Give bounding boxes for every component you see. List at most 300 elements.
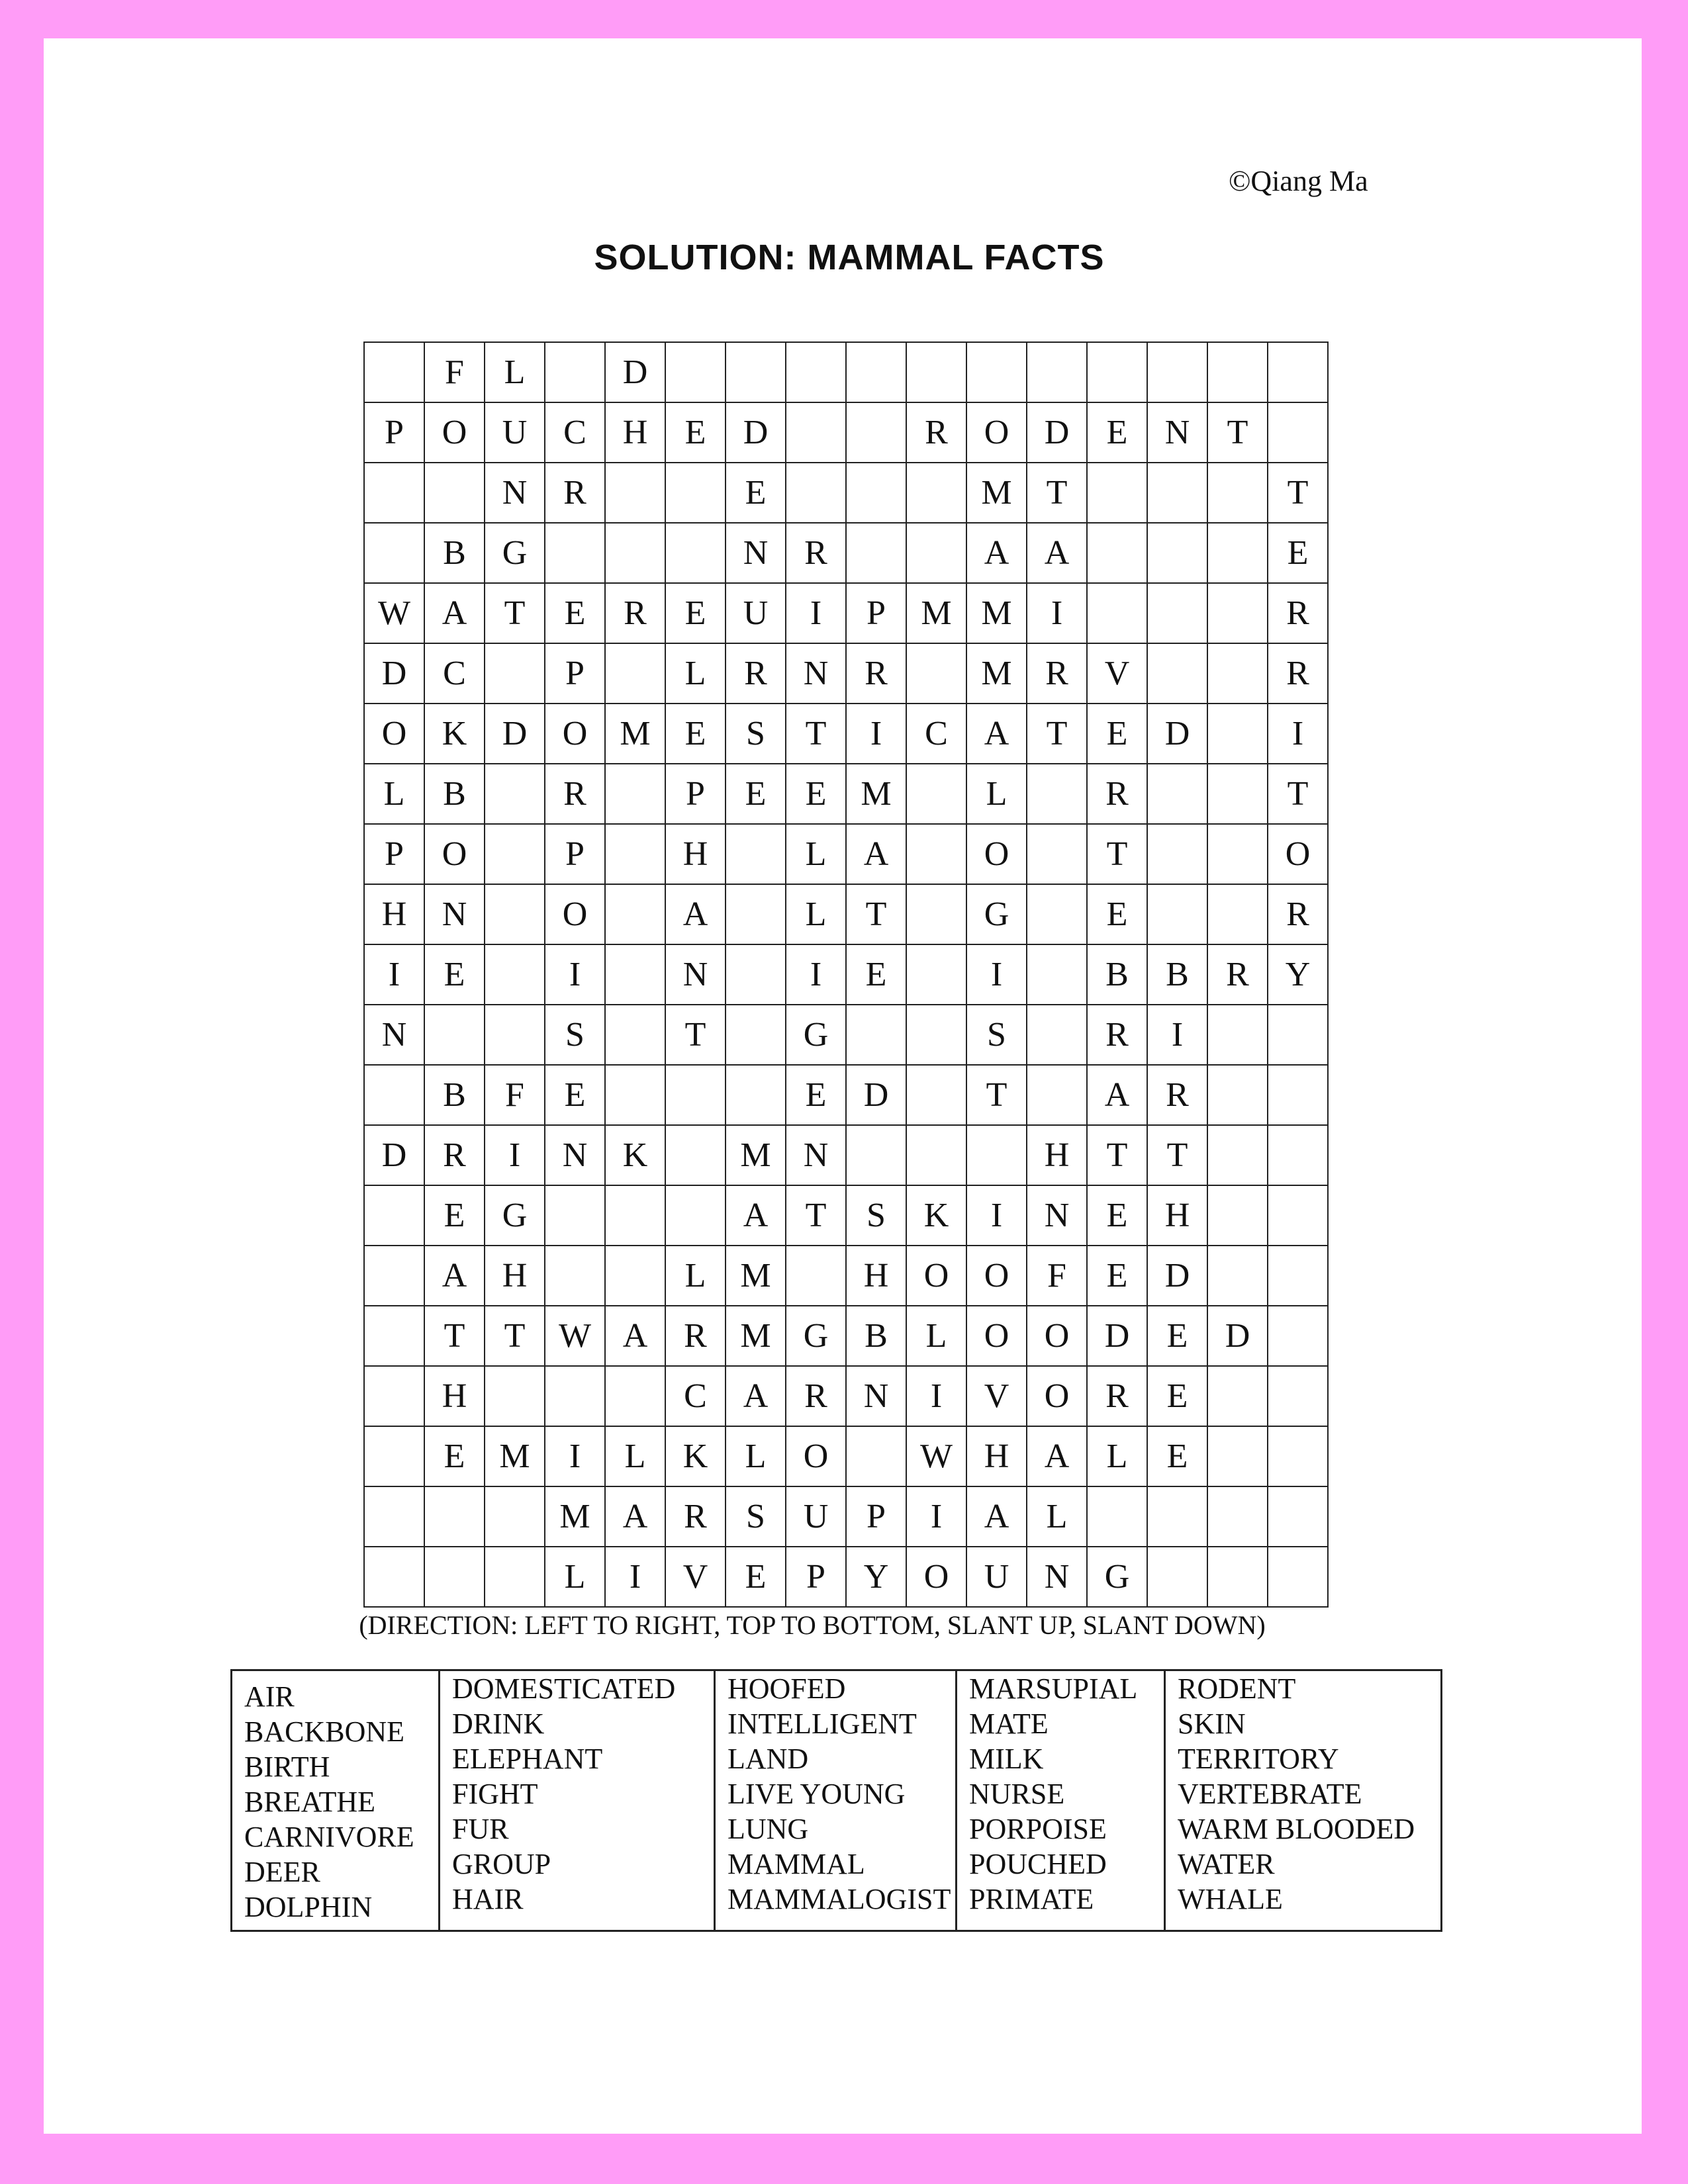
- grid-cell: [545, 1366, 605, 1426]
- page-title: SOLUTION: MAMMAL FACTS: [594, 238, 1105, 277]
- grid-cell: C: [665, 1366, 726, 1426]
- grid-cell: [1207, 764, 1268, 824]
- grid-cell: [1207, 824, 1268, 884]
- grid-cell: [364, 1426, 424, 1486]
- grid-cell: E: [545, 1065, 605, 1125]
- grid-cell: [605, 1065, 665, 1125]
- grid-cell: I: [906, 1486, 966, 1547]
- grid-row: [364, 944, 1328, 1005]
- grid-cell: L: [364, 764, 424, 824]
- grid-cell: W: [364, 583, 424, 643]
- grid-cell: V: [665, 1547, 726, 1607]
- grid-cell: N: [726, 523, 786, 583]
- grid-cell: L: [545, 1547, 605, 1607]
- grid-cell: E: [1087, 704, 1147, 764]
- grid-cell: [364, 1185, 424, 1246]
- grid-cell: K: [605, 1125, 665, 1185]
- grid-cell: [1027, 884, 1087, 944]
- grid-cell: [665, 1185, 726, 1246]
- grid-cell: [665, 523, 726, 583]
- grid-cell: N: [665, 944, 726, 1005]
- grid-cell: [906, 884, 966, 944]
- grid-cell: [485, 884, 545, 944]
- grid-cell: E: [1087, 402, 1147, 463]
- grid-cell: [1027, 1005, 1087, 1065]
- grid-cell: L: [485, 342, 545, 402]
- grid-cell: [364, 523, 424, 583]
- grid-cell: O: [966, 1246, 1027, 1306]
- grid-cell: [665, 1065, 726, 1125]
- grid-cell: I: [364, 944, 424, 1005]
- grid-cell: [726, 884, 786, 944]
- grid-cell: N: [485, 463, 545, 523]
- grid-cell: [726, 944, 786, 1005]
- grid-cell: T: [1268, 463, 1328, 523]
- grid-cell: [1147, 1547, 1207, 1607]
- grid-cell: P: [846, 1486, 906, 1547]
- grid-cell: M: [846, 764, 906, 824]
- grid-cell: I: [605, 1547, 665, 1607]
- word-list-item: DOMESTICATED: [452, 1672, 676, 1705]
- grid-cell: [1207, 1125, 1268, 1185]
- grid-cell: A: [846, 824, 906, 884]
- grid-cell: R: [1027, 643, 1087, 704]
- grid-cell: [1147, 643, 1207, 704]
- grid-cell: A: [1027, 1426, 1087, 1486]
- grid-cell: [1027, 342, 1087, 402]
- grid-cell: S: [726, 1486, 786, 1547]
- grid-cell: O: [364, 704, 424, 764]
- grid-cell: E: [726, 1547, 786, 1607]
- word-list-item: BREATHE: [244, 1786, 375, 1818]
- grid-cell: O: [1027, 1306, 1087, 1366]
- word-column: [715, 1670, 957, 1931]
- word-list-item: MILK: [969, 1743, 1044, 1775]
- word-list-item: TERRITORY: [1178, 1743, 1339, 1775]
- grid-cell: I: [906, 1366, 966, 1426]
- grid-cell: M: [966, 643, 1027, 704]
- grid-cell: N: [786, 643, 846, 704]
- grid-row: [364, 1306, 1328, 1366]
- word-list-item: AIR: [244, 1680, 295, 1713]
- grid-cell: A: [424, 583, 485, 643]
- grid-cell: R: [1268, 583, 1328, 643]
- grid-cell: A: [726, 1366, 786, 1426]
- grid-cell: [605, 1185, 665, 1246]
- grid-cell: D: [1027, 402, 1087, 463]
- grid-cell: O: [545, 704, 605, 764]
- grid-cell: O: [966, 824, 1027, 884]
- grid-cell: [1207, 463, 1268, 523]
- grid-cell: [665, 463, 726, 523]
- grid-cell: F: [485, 1065, 545, 1125]
- grid-row: [364, 643, 1328, 704]
- grid-cell: [906, 523, 966, 583]
- grid-cell: [846, 1125, 906, 1185]
- grid-cell: I: [545, 944, 605, 1005]
- grid-cell: [726, 342, 786, 402]
- grid-cell: L: [665, 643, 726, 704]
- grid-cell: C: [906, 704, 966, 764]
- grid-cell: N: [364, 1005, 424, 1065]
- grid-cell: M: [966, 463, 1027, 523]
- word-search-grid: [363, 341, 1329, 1608]
- grid-cell: L: [786, 884, 846, 944]
- grid-cell: R: [1087, 764, 1147, 824]
- grid-cell: [665, 342, 726, 402]
- grid-cell: [1268, 1306, 1328, 1366]
- worksheet-page: [44, 38, 1642, 2134]
- grid-cell: L: [1087, 1426, 1147, 1486]
- grid-cell: T: [1087, 824, 1147, 884]
- grid-cell: S: [545, 1005, 605, 1065]
- grid-cell: [1207, 1185, 1268, 1246]
- grid-cell: N: [786, 1125, 846, 1185]
- grid-cell: E: [846, 944, 906, 1005]
- grid-cell: [1027, 824, 1087, 884]
- grid-cell: R: [1268, 643, 1328, 704]
- grid-cell: [906, 1065, 966, 1125]
- word-list-item: NURSE: [969, 1778, 1065, 1810]
- grid-cell: T: [1207, 402, 1268, 463]
- grid-cell: B: [424, 523, 485, 583]
- grid-cell: E: [424, 944, 485, 1005]
- grid-cell: S: [846, 1185, 906, 1246]
- word-list-item: LAND: [727, 1743, 809, 1775]
- grid-cell: I: [485, 1125, 545, 1185]
- grid-cell: [665, 1125, 726, 1185]
- grid-cell: G: [485, 1185, 545, 1246]
- grid-cell: F: [1027, 1246, 1087, 1306]
- grid-cell: [1268, 1005, 1328, 1065]
- grid-cell: U: [485, 402, 545, 463]
- grid-cell: T: [485, 583, 545, 643]
- grid-cell: N: [846, 1366, 906, 1426]
- grid-cell: B: [424, 1065, 485, 1125]
- grid-cell: [1268, 402, 1328, 463]
- grid-cell: D: [364, 643, 424, 704]
- grid-cell: Y: [1268, 944, 1328, 1005]
- grid-cell: [485, 1547, 545, 1607]
- grid-cell: N: [1027, 1185, 1087, 1246]
- grid-cell: H: [846, 1246, 906, 1306]
- grid-cell: [1207, 1366, 1268, 1426]
- grid-cell: E: [424, 1426, 485, 1486]
- grid-cell: E: [786, 764, 846, 824]
- grid-cell: [1207, 1005, 1268, 1065]
- grid-cell: M: [966, 583, 1027, 643]
- grid-cell: [1147, 463, 1207, 523]
- grid-cell: I: [1268, 704, 1328, 764]
- grid-cell: U: [786, 1486, 846, 1547]
- grid-cell: [364, 463, 424, 523]
- grid-cell: A: [966, 704, 1027, 764]
- grid-cell: M: [545, 1486, 605, 1547]
- grid-cell: N: [1147, 402, 1207, 463]
- grid-cell: [364, 1547, 424, 1607]
- word-list-item: MATE: [969, 1707, 1049, 1740]
- grid-cell: [485, 944, 545, 1005]
- grid-cell: O: [545, 884, 605, 944]
- grid-cell: [966, 1125, 1027, 1185]
- grid-cell: W: [545, 1306, 605, 1366]
- grid-cell: G: [786, 1005, 846, 1065]
- grid-row: [364, 1065, 1328, 1125]
- grid-cell: G: [966, 884, 1027, 944]
- word-list-item: WHALE: [1178, 1883, 1283, 1915]
- grid-cell: L: [726, 1426, 786, 1486]
- grid-cell: E: [726, 764, 786, 824]
- grid-cell: E: [1147, 1426, 1207, 1486]
- grid-cell: L: [786, 824, 846, 884]
- grid-cell: [605, 463, 665, 523]
- grid-cell: [1087, 583, 1147, 643]
- grid-cell: O: [906, 1547, 966, 1607]
- grid-cell: T: [966, 1065, 1027, 1125]
- grid-cell: R: [786, 1366, 846, 1426]
- grid-row: [364, 1486, 1328, 1547]
- grid-cell: S: [726, 704, 786, 764]
- grid-cell: [605, 1366, 665, 1426]
- grid-cell: [364, 1065, 424, 1125]
- grid-cell: M: [485, 1426, 545, 1486]
- word-list-item: WARM BLOODED: [1178, 1813, 1415, 1845]
- grid-cell: [1027, 764, 1087, 824]
- grid-cell: M: [726, 1125, 786, 1185]
- grid-cell: [485, 1005, 545, 1065]
- grid-cell: [786, 342, 846, 402]
- grid-cell: I: [966, 1185, 1027, 1246]
- word-list-item: SKIN: [1178, 1707, 1246, 1740]
- word-list-item: LIVE YOUNG: [727, 1778, 906, 1810]
- grid-cell: T: [786, 704, 846, 764]
- grid-cell: L: [665, 1246, 726, 1306]
- grid-cell: E: [545, 583, 605, 643]
- grid-cell: M: [726, 1246, 786, 1306]
- grid-cell: E: [1087, 1246, 1147, 1306]
- word-list-item: BACKBONE: [244, 1715, 405, 1748]
- grid-cell: [906, 463, 966, 523]
- grid-cell: [605, 643, 665, 704]
- grid-cell: P: [846, 583, 906, 643]
- grid-cell: H: [665, 824, 726, 884]
- grid-cell: T: [1027, 463, 1087, 523]
- grid-cell: E: [665, 704, 726, 764]
- grid-cell: B: [1147, 944, 1207, 1005]
- word-list-item: WATER: [1178, 1848, 1275, 1880]
- grid-cell: [906, 1005, 966, 1065]
- grid-cell: D: [726, 402, 786, 463]
- grid-cell: H: [485, 1246, 545, 1306]
- grid-cell: H: [1027, 1125, 1087, 1185]
- grid-cell: [726, 1065, 786, 1125]
- grid-cell: E: [1147, 1306, 1207, 1366]
- word-column: [957, 1670, 1165, 1931]
- word-list-item: FIGHT: [452, 1778, 538, 1810]
- grid-row: [364, 1005, 1328, 1065]
- grid-cell: [605, 944, 665, 1005]
- grid-cell: A: [1087, 1065, 1147, 1125]
- word-list-item: BIRTH: [244, 1751, 330, 1783]
- word-list-item: HOOFED: [727, 1672, 846, 1705]
- grid-cell: R: [1207, 944, 1268, 1005]
- grid-cell: [1268, 1426, 1328, 1486]
- grid-cell: R: [1268, 884, 1328, 944]
- grid-cell: R: [665, 1486, 726, 1547]
- grid-cell: [726, 1005, 786, 1065]
- word-list-item: DRINK: [452, 1707, 545, 1740]
- grid-cell: C: [545, 402, 605, 463]
- word-list-item: MAMMALOGIST: [727, 1883, 951, 1915]
- grid-cell: B: [1087, 944, 1147, 1005]
- grid-cell: [1268, 1065, 1328, 1125]
- grid-cell: R: [726, 643, 786, 704]
- word-list-item: MARSUPIAL: [969, 1672, 1138, 1705]
- grid-cell: H: [424, 1366, 485, 1426]
- grid-cell: [786, 1246, 846, 1306]
- grid-cell: [605, 764, 665, 824]
- grid-cell: R: [1087, 1366, 1147, 1426]
- grid-cell: [605, 884, 665, 944]
- grid-cell: [485, 824, 545, 884]
- grid-cell: [545, 342, 605, 402]
- grid-cell: D: [1147, 704, 1207, 764]
- grid-cell: H: [966, 1426, 1027, 1486]
- grid-cell: [424, 1005, 485, 1065]
- grid-cell: [1147, 824, 1207, 884]
- grid-cell: [364, 1486, 424, 1547]
- grid-cell: O: [966, 1306, 1027, 1366]
- grid-cell: [1027, 1065, 1087, 1125]
- grid-row: [364, 583, 1328, 643]
- grid-cell: [364, 1366, 424, 1426]
- copyright-notice: ©Qiang Ma: [1229, 165, 1368, 197]
- word-list-item: FUR: [452, 1813, 509, 1845]
- grid-cell: [605, 824, 665, 884]
- grid-cell: [1268, 1547, 1328, 1607]
- grid-cell: [906, 643, 966, 704]
- grid-cell: D: [1087, 1306, 1147, 1366]
- grid-cell: I: [846, 704, 906, 764]
- grid-cell: P: [545, 824, 605, 884]
- word-column: [440, 1670, 715, 1931]
- grid-cell: N: [1027, 1547, 1087, 1607]
- grid-cell: H: [605, 402, 665, 463]
- grid-cell: K: [665, 1426, 726, 1486]
- word-list-item: PORPOISE: [969, 1813, 1107, 1845]
- grid-cell: [1268, 1486, 1328, 1547]
- grid-cell: T: [1027, 704, 1087, 764]
- grid-cell: O: [424, 402, 485, 463]
- grid-cell: A: [1027, 523, 1087, 583]
- grid-cell: [1207, 1426, 1268, 1486]
- grid-cell: N: [545, 1125, 605, 1185]
- grid-cell: H: [364, 884, 424, 944]
- grid-cell: [1147, 523, 1207, 583]
- grid-cell: [1268, 1185, 1328, 1246]
- grid-cell: [1147, 1486, 1207, 1547]
- grid-cell: [786, 402, 846, 463]
- grid-cell: R: [906, 402, 966, 463]
- grid-cell: [1268, 1125, 1328, 1185]
- grid-cell: [906, 1125, 966, 1185]
- grid-cell: S: [966, 1005, 1027, 1065]
- grid-cell: A: [726, 1185, 786, 1246]
- grid-cell: [906, 764, 966, 824]
- grid-cell: M: [726, 1306, 786, 1366]
- grid-cell: T: [424, 1306, 485, 1366]
- grid-cell: U: [726, 583, 786, 643]
- grid-cell: P: [786, 1547, 846, 1607]
- grid-cell: R: [545, 764, 605, 824]
- grid-cell: E: [1087, 884, 1147, 944]
- grid-cell: G: [1087, 1547, 1147, 1607]
- grid-cell: [906, 342, 966, 402]
- grid-cell: I: [1147, 1005, 1207, 1065]
- grid-cell: [1147, 583, 1207, 643]
- grid-cell: [545, 523, 605, 583]
- grid-cell: I: [545, 1426, 605, 1486]
- grid-cell: I: [1027, 583, 1087, 643]
- word-column: [232, 1670, 440, 1931]
- grid-cell: E: [1147, 1366, 1207, 1426]
- grid-cell: F: [424, 342, 485, 402]
- grid-cell: [485, 643, 545, 704]
- grid-cell: L: [966, 764, 1027, 824]
- grid-row: [364, 1426, 1328, 1486]
- grid-cell: R: [1087, 1005, 1147, 1065]
- grid-cell: R: [605, 583, 665, 643]
- word-list-item: LUNG: [727, 1813, 809, 1845]
- grid-row: [364, 1185, 1328, 1246]
- grid-cell: P: [364, 824, 424, 884]
- grid-cell: V: [1087, 643, 1147, 704]
- grid-cell: [726, 824, 786, 884]
- grid-cell: N: [424, 884, 485, 944]
- grid-cell: [1087, 342, 1147, 402]
- word-list-item: PRIMATE: [969, 1883, 1094, 1915]
- grid-cell: T: [665, 1005, 726, 1065]
- grid-cell: [786, 463, 846, 523]
- grid-cell: [605, 1005, 665, 1065]
- grid-cell: L: [605, 1426, 665, 1486]
- grid-cell: E: [665, 583, 726, 643]
- grid-cell: [1087, 523, 1147, 583]
- grid-cell: E: [1087, 1185, 1147, 1246]
- grid-cell: [846, 463, 906, 523]
- grid-cell: [1207, 884, 1268, 944]
- grid-cell: [1147, 764, 1207, 824]
- grid-cell: [1207, 704, 1268, 764]
- word-list-item: POUCHED: [969, 1848, 1107, 1880]
- grid-cell: [1087, 1486, 1147, 1547]
- grid-cell: [846, 342, 906, 402]
- grid-cell: E: [786, 1065, 846, 1125]
- word-list-item: CARNIVORE: [244, 1821, 414, 1853]
- grid-cell: R: [1147, 1065, 1207, 1125]
- grid-cell: [906, 944, 966, 1005]
- grid-cell: Y: [846, 1547, 906, 1607]
- grid-cell: K: [424, 704, 485, 764]
- grid-cell: [846, 1426, 906, 1486]
- grid-cell: O: [424, 824, 485, 884]
- grid-cell: [1147, 884, 1207, 944]
- grid-cell: D: [1207, 1306, 1268, 1366]
- word-list-item: HAIR: [452, 1883, 524, 1915]
- grid-cell: [364, 1246, 424, 1306]
- grid-cell: [364, 342, 424, 402]
- grid-cell: [906, 824, 966, 884]
